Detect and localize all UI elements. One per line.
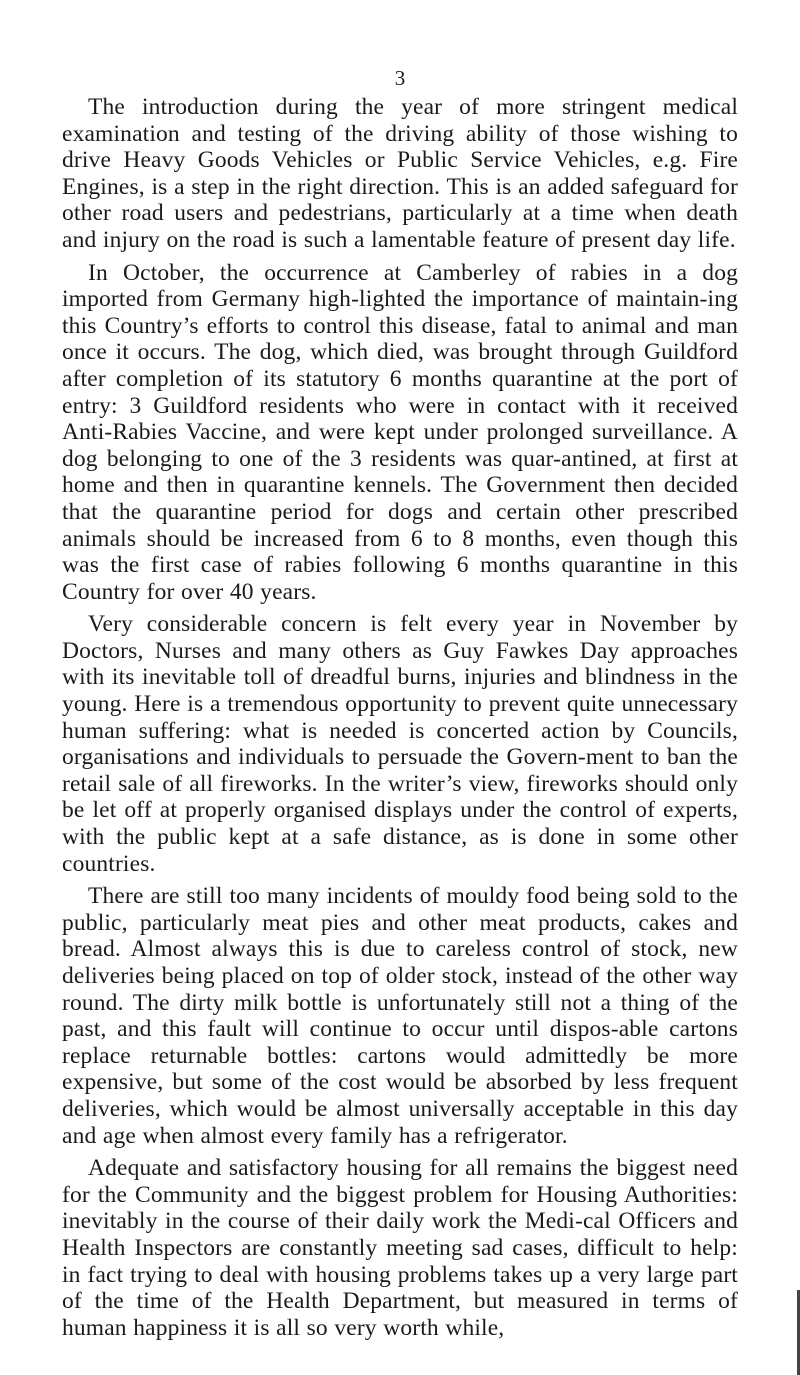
body-text — [62, 94, 738, 1347]
paragraph-mouldy-food: There are still too many incidents of mouldy food being sold to the public, particularly meat pies and other meat products, cakes and bread. Almost always this is due to careless control of stock, new deliveries being placed on top of older stock, instead of the other way round. The dirty milk bottle is unfortunately still not a thing of the past, and this fault will continue to occur until dispos-able cartons replace returnable bottles: cartons would admittedly be more expensive, but some of the cost would be absorbed by less frequent deliveries, which would be almost universally acceptable in this day and age when almost every family has a refrigerator. — [62, 883, 738, 1149]
page-number: 3 — [394, 66, 406, 90]
paragraph-fireworks: Very considerable concern is felt every year in November by Doctors, Nurses and many others as Guy Fawkes Day approaches with its inevitable toll of dreadful burns, injuries and blindness in the young. Here is a tremendous opportunity to prevent quite unnecessary human suffering: what is needed is concerted action by Councils, organisations and individuals to persuade the Govern-ment to ban the retail sale of all fireworks. In the writer’s view, fireworks should only be let off at properly organised displays under the control of experts, with the public kept at a safe distance, as is done in some other countries. — [62, 611, 738, 877]
paragraph-rabies: In October, the occurrence at Camberley of rabies in a dog imported from Germany high-lighted the importance of maintain-ing this Country’s efforts to control this disease, fatal to animal and man once it occurs. The dog, which died, was brought through Guildford after completion of its statutory 6 months quarantine at the port of entry: 3 Guildford residents who were in contact with it received Anti-Rabies Vaccine, and were kept under prolonged surveillance. A dog belonging to one of the 3 residents was quar-antined, at first at home and then in quarantine kennels. The Government then decided that the quarantine period for dogs and certain other prescribed animals should be increased from 6 to 8 months, even though this was the first case of rabies following 6 months quarantine in this Country for over 40 years. — [62, 259, 738, 605]
paragraph-driving-ability: The introduction during the year of more stringent medical examination and testing of the driving ability of those wishing to drive Heavy Goods Vehicles or Public Service Vehicles, e.g. Fire Engines, is a step in the right direction. This is an added safeguard for other road users and pedestrians, particularly at a time when death and injury on the road is such a lamentable feature of present day life. — [62, 94, 738, 253]
paragraph-housing: Adequate and satisfactory housing for all remains the biggest need for the Community and the biggest problem for Housing Authorities: inevitably in the course of their daily work the Medi-cal Officers and Health Inspectors are constantly meeting sad cases, difficult to help: in fact trying to deal with housing problems takes up a very large part of the time of the Health Department, but measured in terms of human happiness it is all so very worth while, — [62, 1155, 738, 1341]
